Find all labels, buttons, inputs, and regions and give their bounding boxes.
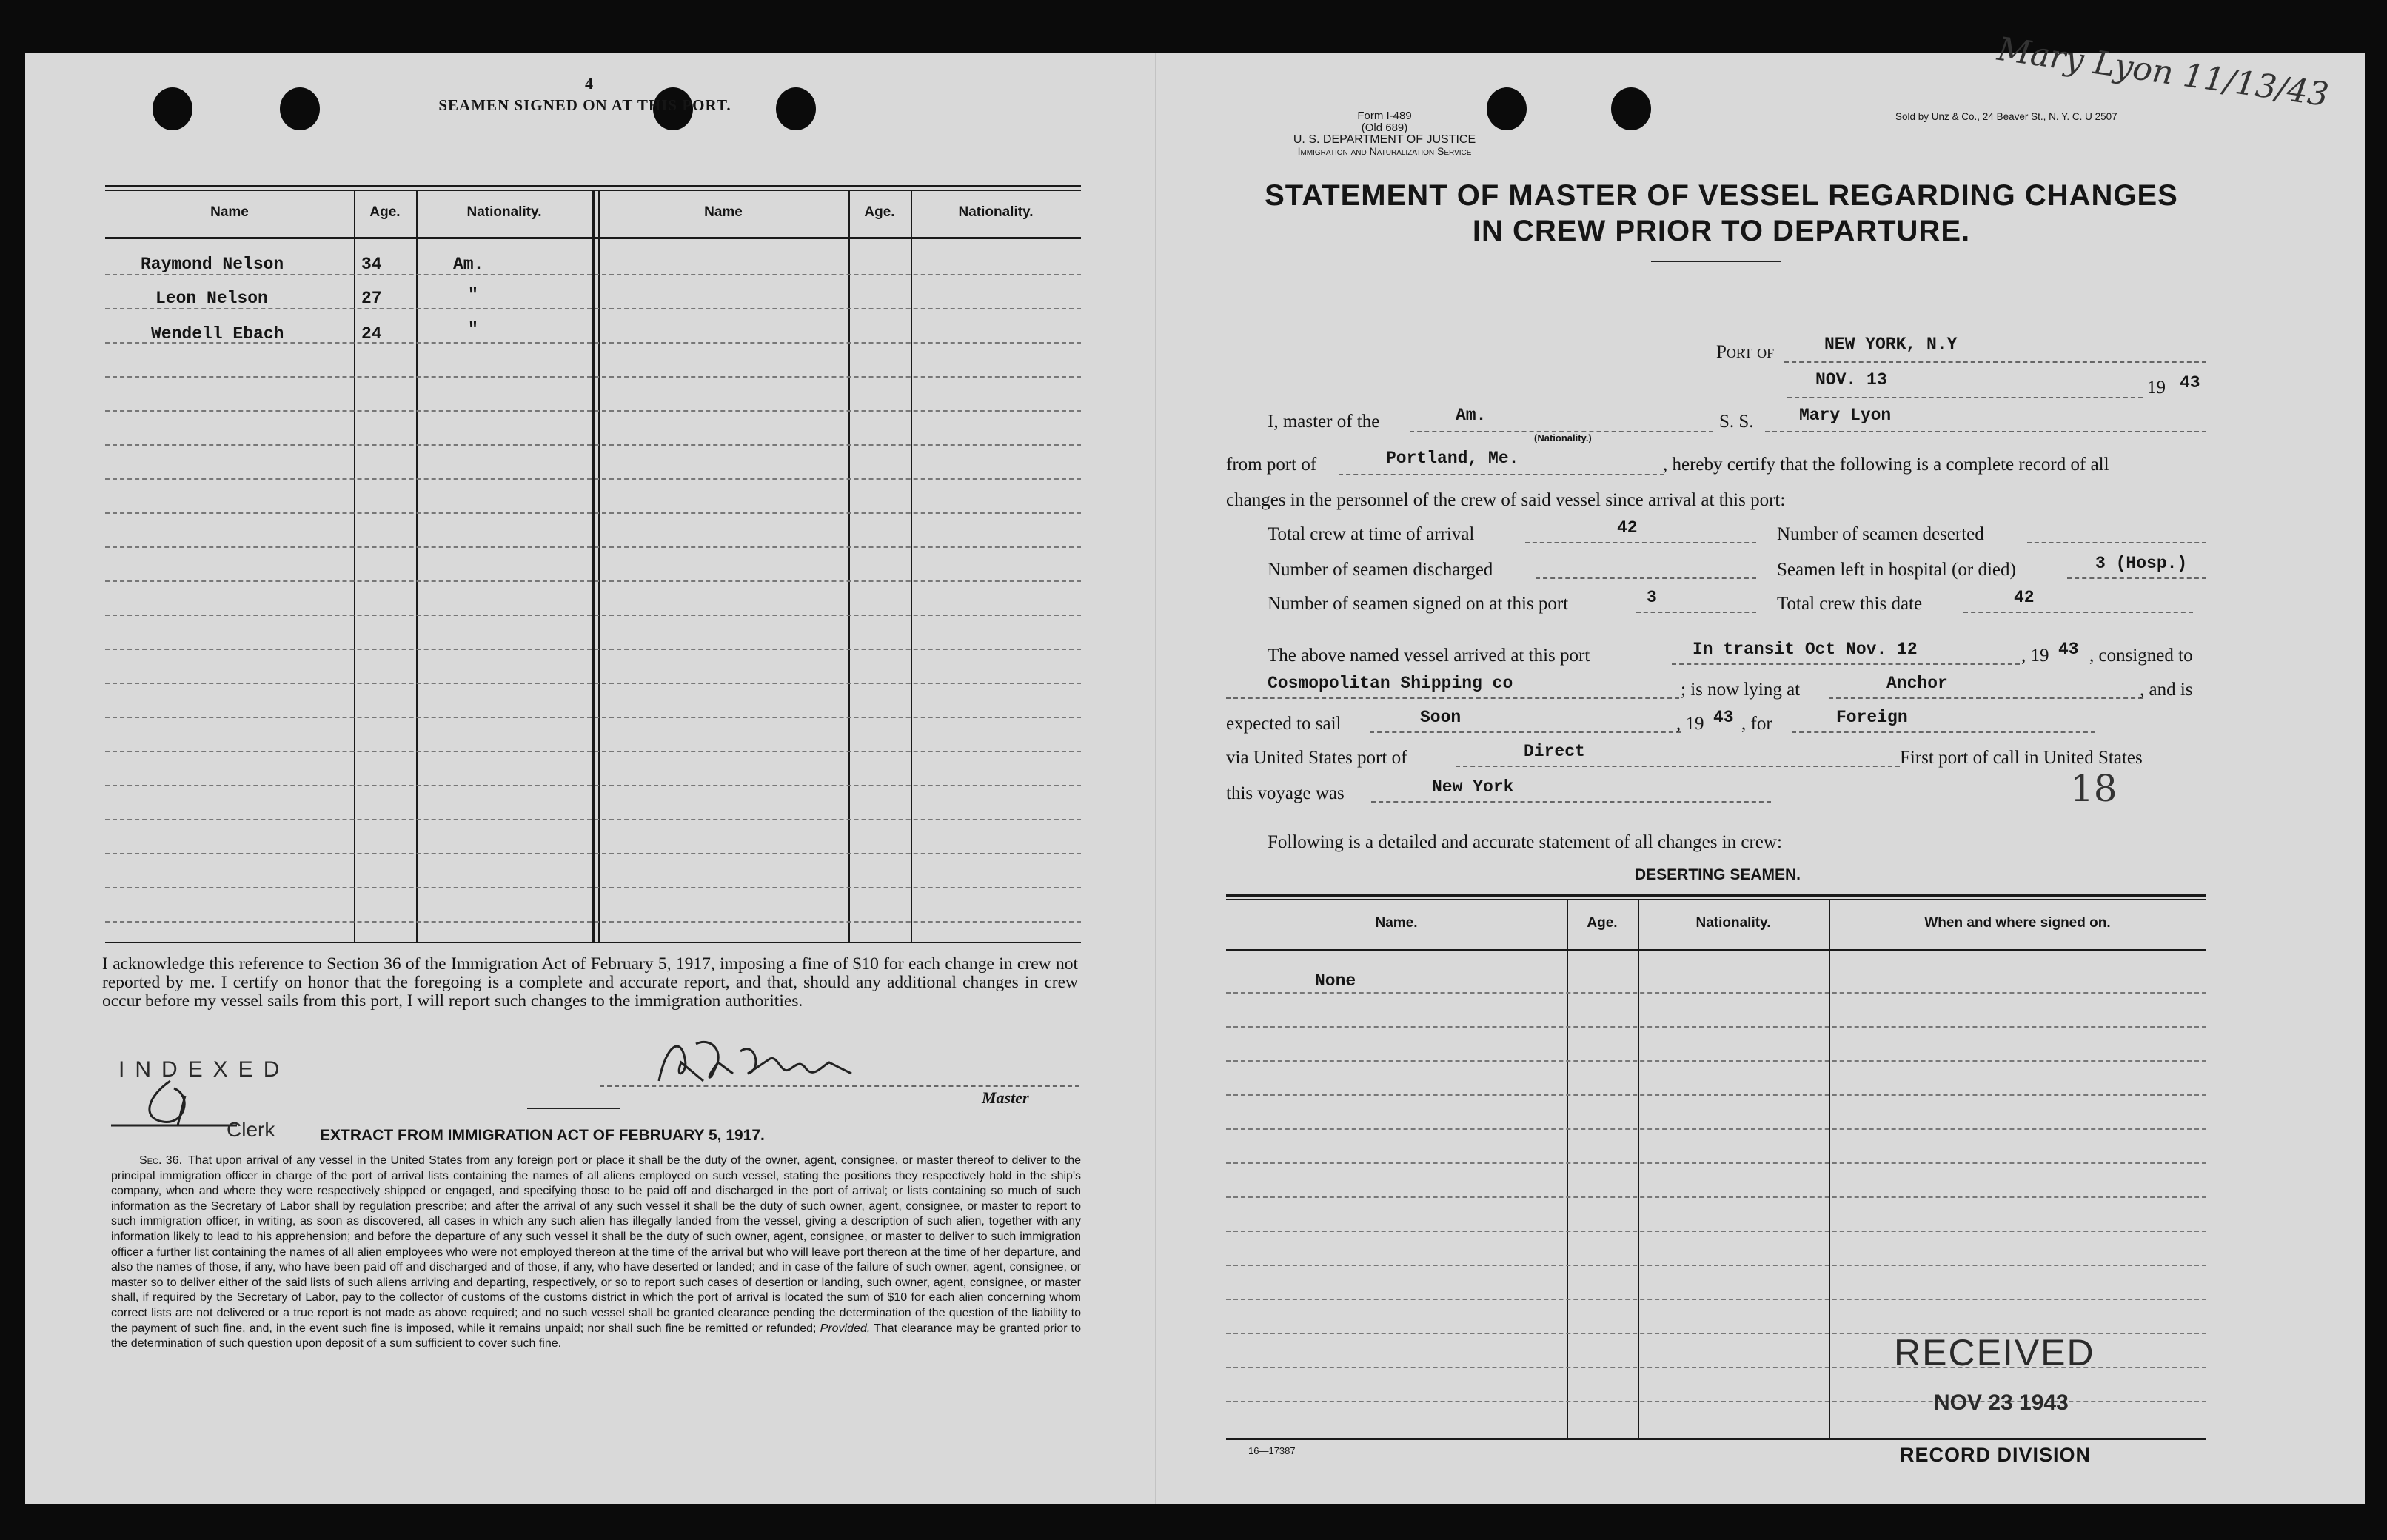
clerk-label: Clerk [227, 1118, 275, 1141]
table-row-rule [105, 580, 1081, 582]
following-text: Following is a detailed and accurate statement of all changes in crew: [1268, 832, 1782, 852]
column-header-age: Age. [369, 204, 401, 220]
crew-name: Leon Nelson [155, 289, 268, 308]
punch-hole [776, 87, 816, 130]
punch-hole [1487, 87, 1527, 130]
lying-label: ; is now lying at [1681, 680, 1801, 700]
crew-nationality: Am. [453, 255, 484, 274]
date-value: NOV. 13 [1815, 370, 1887, 389]
table-row-rule [1226, 1094, 2206, 1096]
acknowledgement-text: I acknowledge this reference to Section 36 of the Immigration Act of February 5, 1917, imposing a fine of $10 for each change in crew not reported by me. I certify on honor that the foregoing is a complete and accurate report, and that, should any additional changes in crew occur before my vessel sails from this port, I will report such changes to the immigration authorities. [102, 954, 1078, 1011]
form-number: Form I-489 [1357, 110, 1412, 122]
handwritten-corner-note: Mary Lyon 11/13/43 [1995, 30, 2331, 115]
section-body: That upon arrival of any vessel in the United States from any foreign port or place it shall be the duty of the owner, agent, consignee, or master thereof to deliver to the principal immigration officer in charge of the port of arrival lists containing the names of all aliens employed on such vessel, stating the positions they respectively hold in the ship's company, when and where they were respectively shipped or engaged, and specifying those to be paid off and discharged in the port of arrival; or lists containing so much of such information as the Secretary of Labor shall by regulation prescribe; and after the arrival of any such vessel it shall be the duty of such owner, agent, consignee, or master to report to such immigration officer, in writing, as soon as discovered, all cases in which any such alien has illegally landed from the vessel, giving a description of such alien, together with any information likely to lead to his apprehension; and before the departure of any such vessel it shall be the duty of such owner, agent, consignee, or master to deliver to such immigration officer a further list containing the names of all alien employees who were not employed thereon at the time of the arrival but who will leave port thereon at the time of her departure, and also the names of those, if any, who have been paid off and discharged and of those, if any, who have deserted or landed; and in case of the failure of such owner, agent, consignee, or master so to deliver either of the said lists of such aliens arriving and departing, respectively, or so to report such cases of desertion or landing, such owner, agent, consignee, or master shall, if required by the Secretary of Labor, pay to the collector of customs of the customs district in which the port of arrival is located the sum of $10 for each alien concerning whom correct lists are not delivered or a true report is not made as above required; and no such vessel shall be granted clearance pending the determination of the question of the liability to the payment of such fine, and, in the event such fine is imposed, while it remains unpaid; nor shall such fine be remitted or refunded; [111, 1154, 1081, 1335]
form-old-number: (Old 689) [1361, 121, 1408, 134]
expected-year-prefix: , 19 [1676, 714, 1704, 734]
first-port-label: First port of call in United States [1900, 748, 2143, 768]
column-header-name: Name [704, 204, 743, 220]
table-row-rule [105, 444, 1081, 446]
discharged-label: Number of seamen discharged [1268, 560, 1493, 580]
crew-nationality: " [468, 320, 478, 339]
expected-label: expected to sail [1226, 714, 1342, 734]
crew-nationality: " [468, 286, 478, 305]
service-name: Immigration and Naturalization Service [1297, 145, 1472, 157]
signed-on-label: Number of seamen signed on at this port [1268, 594, 1569, 614]
ship-name: Mary Lyon [1799, 406, 1892, 425]
column-header-nationality: Nationality. [958, 204, 1034, 220]
section-label: Sec. 36. [139, 1154, 183, 1167]
punch-hole [1611, 87, 1651, 130]
port-of-value: NEW YORK, N.Y [1824, 335, 1958, 354]
page-fold [1155, 53, 1156, 1504]
table-row-rule [105, 308, 1081, 309]
total-crew-date-value: 42 [2014, 588, 2035, 607]
from-port-value: Portland, Me. [1386, 449, 1519, 468]
column-header-signed-on: When and where signed on. [1924, 915, 2111, 931]
left-page-title: SEAMEN SIGNED ON AT THIS PORT. [438, 96, 732, 114]
sold-by-note: Sold by Unz & Co., 24 Beaver St., N. Y. C. U 2507 [1895, 111, 2118, 122]
section-36-text [111, 1154, 1081, 1352]
deserter-name: None [1315, 971, 1356, 991]
table-row-rule [1226, 1026, 2206, 1028]
table-row-rule [105, 274, 1081, 275]
year-prefix: 19 [2147, 378, 2166, 398]
nationality-value: Am. [1456, 406, 1487, 425]
via-value: Direct [1524, 742, 1585, 761]
table-row-rule [105, 478, 1081, 480]
for-label: , for [1741, 714, 1772, 734]
table-row-rule [1226, 992, 2206, 994]
nationality-caption: (Nationality.) [1534, 432, 1592, 443]
table-row-rule [105, 853, 1081, 854]
arrived-year-prefix: , 19 [2021, 646, 2049, 666]
column-header-age: Age. [1587, 915, 1618, 931]
consigned-label: , consigned to [2089, 646, 2193, 666]
table-row-rule [105, 410, 1081, 412]
year-value: 43 [2180, 373, 2200, 392]
table-row-rule [1226, 1128, 2206, 1130]
department-name: U. S. DEPARTMENT OF JUSTICE [1293, 133, 1476, 146]
table-row-rule [1226, 1196, 2206, 1198]
punch-hole [280, 87, 320, 130]
master-of-the-label: I, master of the [1268, 412, 1380, 432]
punch-hole [153, 87, 192, 130]
arrived-value: In transit Oct Nov. 12 [1693, 640, 1918, 659]
table-row-rule [105, 887, 1081, 888]
crew-age: 24 [361, 324, 382, 344]
lying-value: Anchor [1886, 674, 1948, 693]
for-value: Foreign [1836, 708, 1908, 727]
via-label: via United States port of [1226, 748, 1407, 768]
voyage-label: this voyage was [1226, 783, 1345, 803]
certify-text: , hereby certify that the following is a complete record of all [1663, 455, 2109, 475]
changes-text: changes in the personnel of the crew of said vessel since arrival at this port: [1226, 490, 1786, 510]
proviso-label: Provided, [820, 1322, 871, 1335]
column-header-name: Name [210, 204, 249, 220]
received-stamp: RECEIVED [1894, 1332, 2095, 1373]
title-rule [1651, 261, 1781, 262]
crew-age: 34 [361, 255, 382, 274]
port-of-label: Port of [1716, 342, 1775, 362]
arrived-label: The above named vessel arrived at this port [1268, 646, 1590, 666]
consignee-value: Cosmopolitan Shipping co [1268, 674, 1513, 693]
record-division: RECORD DIVISION [1900, 1444, 2092, 1466]
total-crew-date-label: Total crew this date [1777, 594, 1923, 614]
signed-on-value: 3 [1647, 588, 1657, 607]
table-row-rule [105, 683, 1081, 684]
crew-age: 27 [361, 289, 382, 308]
indexed-stamp: INDEXED [118, 1057, 290, 1082]
table-row-rule [105, 512, 1081, 514]
form-title: STATEMENT OF MASTER OF VESSEL REGARDING CHANGES IN CREW PRIOR TO DEPARTURE. [1265, 179, 2178, 247]
table-row-rule [1226, 1231, 2206, 1232]
handwritten-number: 18 [2070, 767, 2118, 810]
expected-value: Soon [1420, 708, 1462, 727]
ss-label: S. S. [1719, 412, 1754, 432]
hospital-value: 3 (Hosp.) [2095, 554, 2188, 573]
expected-year-value: 43 [1713, 708, 1734, 727]
page-number: 4 [585, 74, 593, 93]
master-label: Master [982, 1088, 1029, 1107]
total-crew-arrival-value: 42 [1617, 518, 1638, 538]
table-row-rule [105, 649, 1081, 650]
total-crew-arrival-label: Total crew at time of arrival [1268, 524, 1475, 544]
table-row-rule [105, 615, 1081, 616]
and-is-label: , and is [2140, 680, 2193, 700]
column-header-nationality: Nationality. [466, 204, 542, 220]
table-row-rule [1226, 1162, 2206, 1164]
arrived-year-value: 43 [2058, 640, 2079, 659]
table-row-rule [1226, 1265, 2206, 1266]
table-row-rule [105, 546, 1081, 548]
from-port-label: from port of [1226, 455, 1317, 475]
column-header-name: Name. [1375, 915, 1418, 931]
hospital-label: Seamen left in hospital (or died) [1777, 560, 2016, 580]
voyage-value: New York [1432, 777, 1514, 797]
proviso-text: That clearance may be granted prior to the determination of such question upon deposit of a sum sufficient to cover such fine. [111, 1322, 1082, 1350]
table-row-rule [1226, 1299, 2206, 1300]
extract-title: EXTRACT FROM IMMIGRATION ACT OF FEBRUARY 5, 1917. [320, 1127, 765, 1144]
crew-name: Wendell Ebach [151, 324, 284, 344]
column-header-age: Age. [864, 204, 895, 220]
received-date: NOV 23 1943 [1934, 1390, 2069, 1415]
crew-name: Raymond Nelson [141, 255, 284, 274]
table-row-rule [105, 376, 1081, 378]
table-row-rule [105, 921, 1081, 923]
table-row-rule [105, 717, 1081, 718]
table-row-rule [105, 785, 1081, 786]
extract-rule [527, 1108, 620, 1109]
column-header-nationality: Nationality. [1695, 915, 1771, 931]
table-row-rule [1226, 1060, 2206, 1062]
table-row-rule [105, 751, 1081, 752]
deserted-label: Number of seamen deserted [1777, 524, 1984, 544]
table-row-rule [105, 819, 1081, 820]
form-code: 16—17387 [1248, 1445, 1296, 1456]
deserting-title: DESERTING SEAMEN. [1634, 866, 1801, 883]
signature-scribble [652, 1029, 866, 1096]
